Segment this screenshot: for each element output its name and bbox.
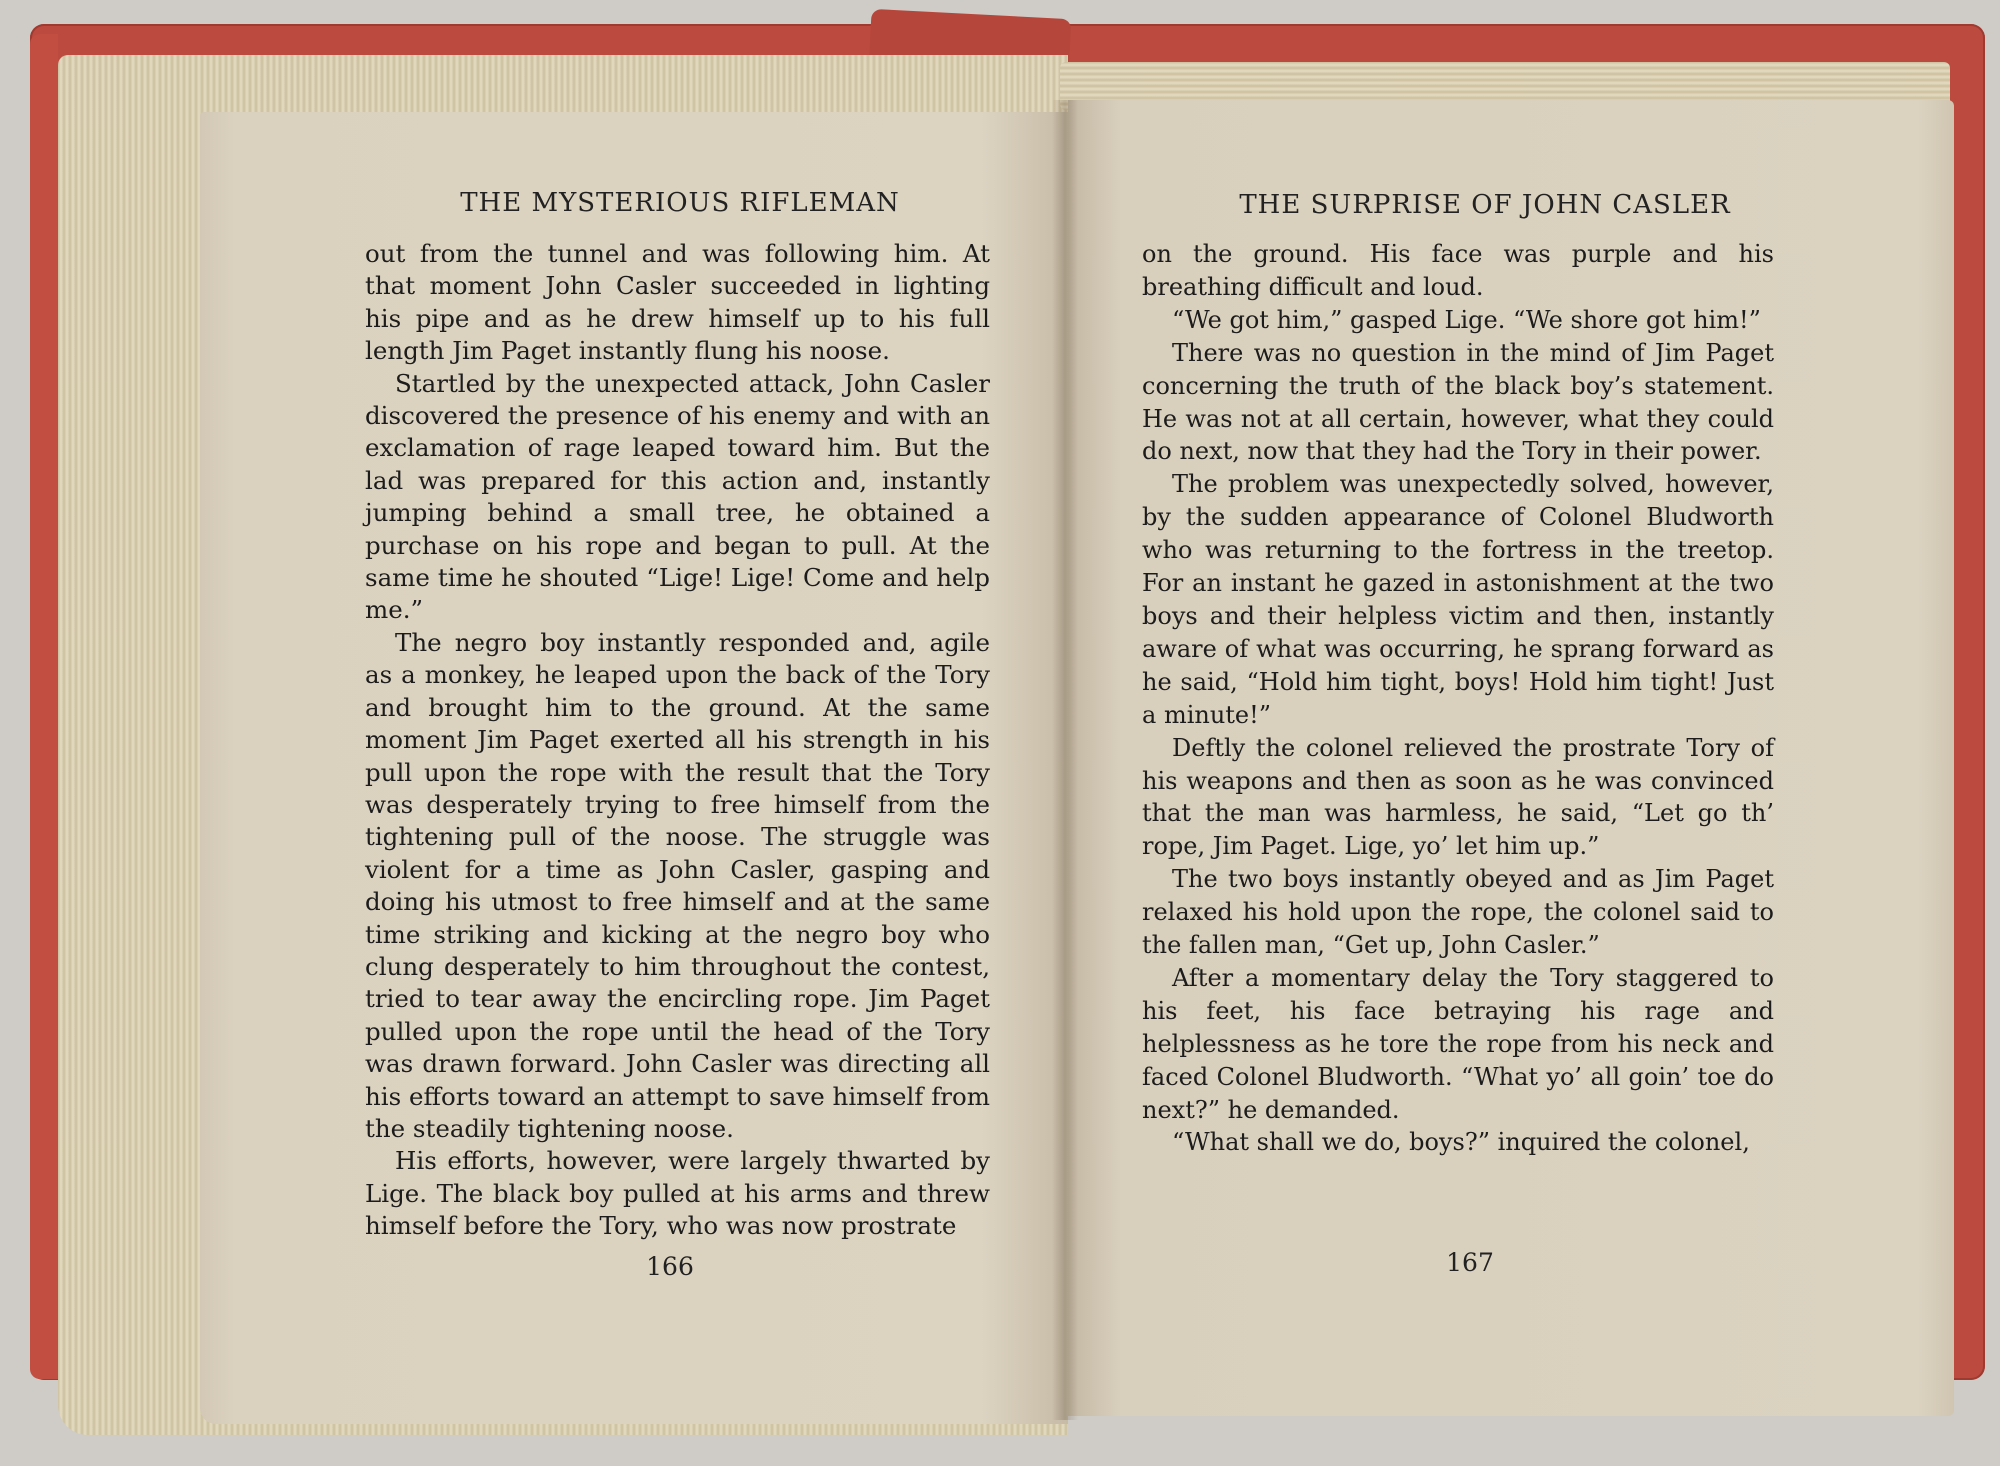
book-gutter — [1052, 100, 1078, 1420]
left-running-head: THE MYSTERIOUS RIFLEMAN — [460, 188, 900, 218]
left-page-number: 166 — [646, 1252, 694, 1281]
left-paragraph-2: Startled by the unexpected attack, John Casler discovered the presence of his enemy and with an exclamation of rage leaped toward him. But the lad was prepared for this action and, instantly jumping behind a small tree, he obtained a purchase on his rope and began to pull. At the same time he shouted “Lige! Lige! Come and help me.” — [365, 368, 990, 625]
right-paragraph-8: “What shall we do, boys?” inquired the colonel, — [1172, 1128, 1750, 1157]
right-text-block — [1142, 238, 1774, 1159]
right-paragraph-4: The problem was unexpectedly solved, however, by the sudden appearance of Colonel Bludworth who was returning to the fortress in the treetop. For an instant he gazed in astonishment at the two boys and their helpless victim and then, instantly aware of what was occurring, he sprang forward as he said, “Hold him tight, boys! Hold him tight! Just a minute!” — [1142, 470, 1774, 729]
cover-edge — [30, 34, 58, 1379]
right-paragraph-7: After a momentary delay the Tory staggered to his feet, his face betraying his rage and helplessness as he tore the rope from his neck and faced Colonel Bludworth. “What yo’ all goin’ toe do next?” he demanded. — [1142, 963, 1774, 1124]
right-paragraph-6: The two boys instantly obeyed and as Jim Paget relaxed his hold upon the rope, the colonel said to the fallen man, “Get up, John Casler.” — [1142, 865, 1774, 960]
left-paragraph-4: His efforts, however, were largely thwarted by Lige. The black boy pulled at his arms and threw himself before the Tory, who was now prostrate — [365, 1146, 990, 1241]
left-text-block — [365, 238, 990, 1243]
left-paragraph-3: The negro boy instantly responded and, agile as a monkey, he leaped upon the back of the Tory and brought him to the ground. At the same moment Jim Paget exerted all his strength in his pull upon the rope with the result that the Tory was desperately trying to free himself from the tightening pull of the noose. The struggle was violent for a time as John Casler, gasping and doing his utmost to free himself and at the same time striking and kicking at the negro boy who clung desperately to him throughout the contest, tried to tear away the encircling rope. Jim Paget pulled upon the rope until the head of the Tory was drawn forward. John Casler was directing all his efforts toward an attempt to save himself from the steadily tightening noose. — [365, 627, 990, 1143]
right-paragraph-1: on the ground. His face was purple and his breathing difficult and loud. — [1142, 240, 1774, 301]
right-paragraph-3: There was no question in the mind of Jim Paget concerning the truth of the black boy’s statement. He was not at all certain, however, what they could do next, now that they had the Tory in their power. — [1142, 338, 1774, 466]
right-page-number: 167 — [1446, 1248, 1494, 1277]
right-paragraph-5: Deftly the colonel relieved the prostrate Tory of his weapons and then as soon as he was convinced that the man was harmless, he said, “Let go th’ rope, Jim Paget. Lige, yo’ let him up.” — [1142, 733, 1774, 861]
left-paragraph-1: out from the tunnel and was following him. At that moment John Casler succeeded in lighting his pipe and as he drew himself up to his full length Jim Paget instantly flung his noose. — [365, 239, 990, 366]
right-running-head: THE SURPRISE OF JOHN CASLER — [1239, 190, 1731, 220]
right-paragraph-2: “We got him,” gasped Lige. “We shore got him!” — [1172, 305, 1761, 334]
